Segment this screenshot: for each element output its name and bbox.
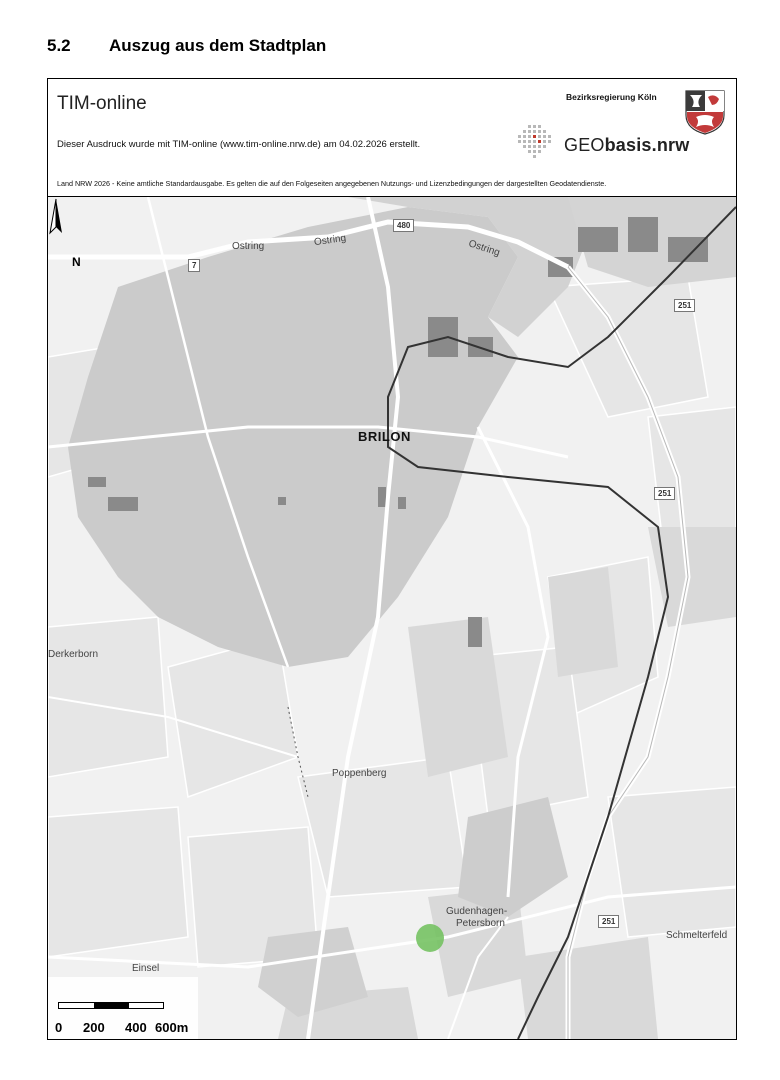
scale-label-400: 400: [125, 1020, 147, 1035]
app-title: TIM-online: [57, 93, 147, 114]
scale-bar-graphic: [58, 1002, 164, 1009]
scale-bar: [48, 977, 198, 1039]
town-label-brilon: BRILON: [358, 429, 411, 444]
geobasis-wordmark: GEObasis.nrw: [564, 135, 690, 155]
place-label-derkerborn: Derkerborn: [48, 649, 99, 660]
section-number: 5.2: [47, 36, 71, 55]
road-shield-251-east: 251: [654, 487, 675, 500]
north-label: N: [72, 255, 81, 269]
geobasis-logo: [518, 123, 698, 161]
license-disclaimer: Land NRW 2026 - Keine amtliche Standardausgabe. Es gelten die auf den Folgeseiten angegebenen Nutzungs- und Lizenzbedingungen der dargestellten Geodatendienste.: [57, 179, 607, 188]
place-label-schmelterfeld: Schmelterfeld: [666, 930, 728, 941]
place-label-poppenberg: Poppenberg: [332, 768, 387, 779]
scale-label-200: 200: [83, 1020, 105, 1035]
street-label-ostring-right: Ostring: [467, 238, 502, 259]
geobasis-dot-grid-icon: [518, 123, 564, 161]
road-shield-480: 480: [393, 219, 414, 232]
place-label-gudenhagen: Gudenhagen-: [446, 906, 508, 917]
section-title: Auszug aus dem Stadtplan: [109, 36, 327, 55]
north-arrow-icon: [48, 197, 64, 247]
street-label-ostring-left: Ostring: [232, 241, 265, 252]
scale-label-600m: 600m: [155, 1020, 189, 1035]
place-label-einsel: Einsel: [132, 963, 160, 974]
road-shield-7: 7: [188, 259, 200, 272]
road-shield-251-north: 251: [674, 299, 695, 312]
printout-header: [48, 79, 736, 197]
city-map[interactable]: [48, 197, 736, 1039]
map-graphics: [48, 197, 736, 1039]
place-label-petersborn: Petersborn: [456, 918, 505, 929]
scale-label-0: 0: [55, 1020, 63, 1035]
green-marker: [416, 924, 444, 952]
scale-bar-black-segment: [94, 1003, 129, 1008]
authority-name: Bezirksregierung Köln: [566, 92, 657, 102]
street-label-ostring-mid: Ostring: [313, 232, 347, 249]
created-line: Dieser Ausdruck wurde mit TIM-online (www.tim-online.nrw.de) am 04.02.2026 erstellt.: [57, 139, 421, 150]
road-shield-251-south: 251: [598, 915, 619, 928]
map-printout-frame: [47, 78, 737, 1040]
